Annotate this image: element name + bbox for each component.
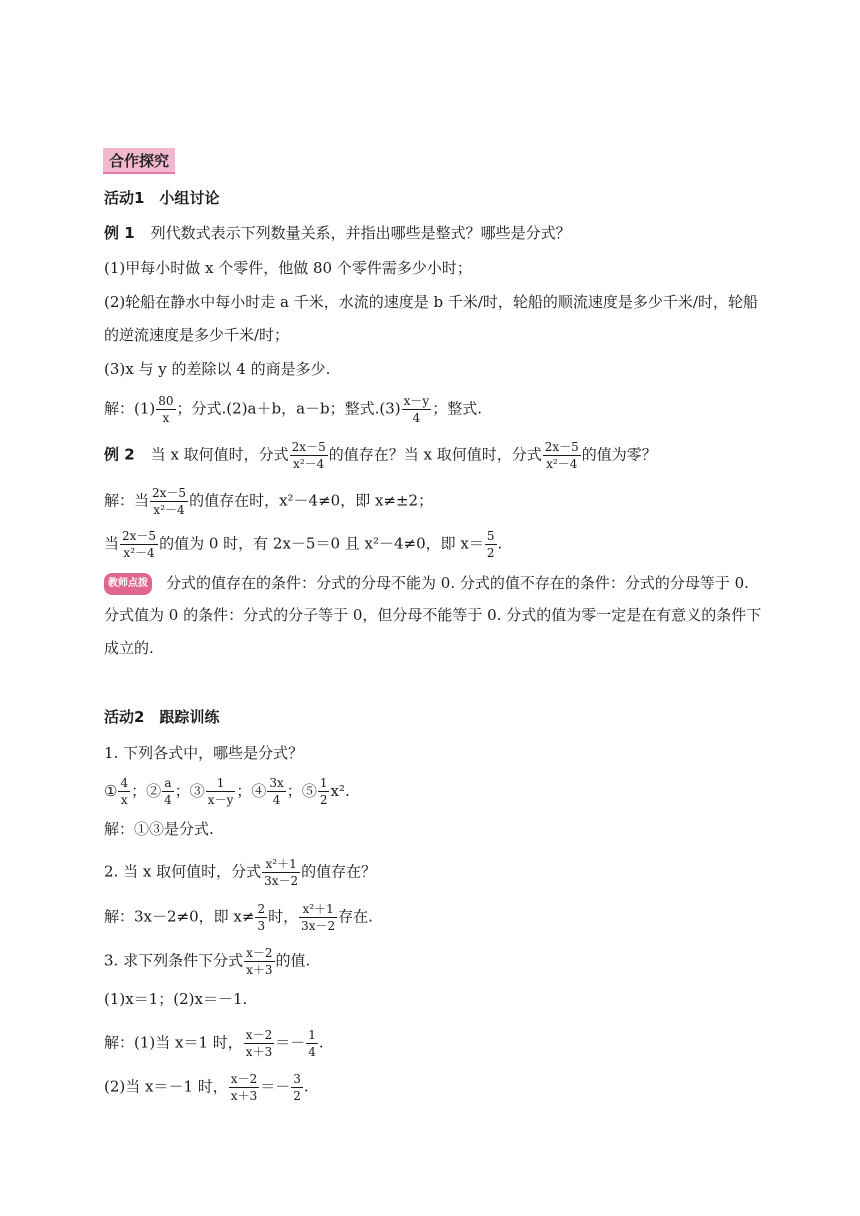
option-mark: ⑤ bbox=[301, 781, 317, 800]
example1-label: 例 1 bbox=[104, 224, 135, 242]
solution-text: 的值为 0 时，有 2x－5＝0 且 x²－4≠0，即 x＝ bbox=[159, 534, 484, 553]
fraction bbox=[150, 487, 188, 516]
example2-text: 的值存在？当 x 取何值时，分式 bbox=[328, 445, 542, 464]
answer-text: . bbox=[318, 1033, 324, 1052]
fraction bbox=[267, 777, 285, 806]
fraction bbox=[262, 858, 300, 887]
example2-text: 当 x 取何值时，分式 bbox=[150, 445, 289, 464]
exercise3-question bbox=[104, 947, 310, 976]
fraction-denominator: x＋3 bbox=[246, 963, 273, 977]
fraction-denominator: x bbox=[120, 793, 128, 807]
option-item bbox=[301, 776, 350, 807]
fraction-numerator: 80 bbox=[158, 394, 174, 408]
teacher-tip-text: 分式的值存在的条件：分式的分母不能为 0. 分式的值不存在的条件：分式的分母等于 0. bbox=[166, 574, 749, 592]
option-separator: ； bbox=[131, 781, 147, 800]
fraction-denominator: 4 bbox=[308, 1045, 316, 1059]
fraction-denominator: x＋3 bbox=[230, 1089, 258, 1103]
fraction-numerator: 1 bbox=[206, 777, 236, 792]
fraction bbox=[485, 530, 497, 559]
answer-text: 解：(1)当 x＝1 时， bbox=[104, 1033, 243, 1052]
teacher-tip-line-3: 成立的. bbox=[104, 639, 154, 657]
answer-text: ＝－ bbox=[275, 1033, 306, 1052]
fraction-denominator: x bbox=[162, 411, 170, 425]
exercise3-answer-1 bbox=[104, 1029, 324, 1058]
fraction-denominator: 4 bbox=[412, 411, 421, 425]
example1-prompt-line bbox=[104, 223, 571, 243]
fraction-numerator: x－2 bbox=[230, 1072, 258, 1086]
fraction-numerator: 2x－5 bbox=[152, 486, 187, 500]
fraction-denominator: x＋3 bbox=[245, 1045, 273, 1059]
option-mark: ② bbox=[146, 781, 162, 800]
answer-text: 存在. bbox=[338, 907, 373, 926]
fraction bbox=[118, 777, 130, 806]
teacher-tip-line-2: 分式值为 0 的条件：分式的分子等于 0，但分母不能等于 0. 分式的值为零一定是在有意义的条件下 bbox=[104, 606, 762, 624]
fraction bbox=[244, 947, 274, 976]
example2-text: 的值为零？ bbox=[581, 445, 657, 464]
solution-text: 解：(1) bbox=[104, 399, 156, 418]
fraction-denominator: 3x－2 bbox=[264, 874, 299, 888]
exercise3-answer-2 bbox=[104, 1073, 309, 1102]
answer-text: ＝－ bbox=[260, 1077, 291, 1096]
solution-text: 的值存在时，x²－4≠0，即 x≠±2； bbox=[189, 491, 434, 510]
solution-text: ；分式.(2)a＋b，a－b；整式.(3) bbox=[176, 399, 401, 418]
fraction bbox=[156, 395, 175, 424]
fraction-denominator: 2 bbox=[293, 1089, 301, 1103]
example2-solution-2 bbox=[104, 530, 502, 559]
fraction-numerator: 2x－5 bbox=[122, 529, 157, 543]
example2-prompt-line bbox=[104, 441, 657, 470]
option-mark: ④ bbox=[251, 781, 267, 800]
fraction-denominator: x²－4 bbox=[153, 503, 185, 517]
fraction-denominator: x²－4 bbox=[293, 457, 325, 471]
fraction bbox=[120, 530, 158, 559]
question-text: 3. 求下列条件下分式 bbox=[104, 951, 244, 970]
fraction-numerator: 1 bbox=[308, 1028, 316, 1042]
fraction bbox=[206, 777, 236, 806]
fraction-denominator: x²－4 bbox=[546, 457, 578, 471]
fraction bbox=[244, 1029, 274, 1058]
fraction-numerator: 3x bbox=[269, 776, 284, 790]
fraction-denominator: x²－4 bbox=[123, 546, 155, 560]
option-item bbox=[104, 776, 147, 807]
option-mark: ③ bbox=[189, 781, 205, 800]
fraction bbox=[229, 1073, 259, 1102]
fraction bbox=[543, 441, 581, 470]
question-text: 的值. bbox=[275, 951, 311, 970]
example1-q2b: 的逆流速度是多少千米/时； bbox=[104, 326, 290, 344]
teacher-tip-line-1 bbox=[104, 573, 749, 595]
fraction-numerator: 4 bbox=[120, 776, 129, 790]
exercise3-conditions: (1)x＝1；(2)x＝－1. bbox=[104, 990, 248, 1008]
fraction bbox=[299, 903, 337, 932]
exercise1-answer: 解：①③是分式. bbox=[104, 820, 214, 838]
fraction bbox=[318, 777, 330, 806]
fraction-denominator: 3x－2 bbox=[301, 919, 336, 933]
example1-q1: (1)甲每小时做 x 个零件，他做 80 个零件需多少小时； bbox=[104, 259, 472, 277]
question-text: 的值存在？ bbox=[301, 862, 377, 881]
fraction bbox=[255, 903, 267, 932]
fraction-numerator: x²＋1 bbox=[299, 903, 337, 918]
fraction bbox=[306, 1029, 318, 1058]
exercise1-options bbox=[104, 777, 350, 806]
fraction-numerator: 2 bbox=[257, 902, 266, 916]
fraction bbox=[402, 395, 432, 424]
fraction-numerator: 2x－5 bbox=[544, 440, 579, 454]
option-item bbox=[146, 776, 190, 807]
activity2-title: 活动2 跟踪训练 bbox=[104, 708, 220, 726]
fraction-numerator: 1 bbox=[319, 776, 328, 790]
example1-q3: (3)x 与 y 的差除以 4 的商是多少. bbox=[104, 360, 331, 378]
solution-text: 当 bbox=[104, 534, 120, 553]
solution-text: ；整式. bbox=[432, 399, 482, 418]
exercise2-answer bbox=[104, 903, 373, 932]
fraction-numerator: x－2 bbox=[245, 1028, 273, 1042]
option-mark: ① bbox=[104, 781, 118, 800]
option-item bbox=[251, 776, 302, 807]
fraction-denominator: x－y bbox=[207, 793, 234, 807]
fraction-denominator: 2 bbox=[319, 793, 328, 807]
fraction-numerator: a bbox=[162, 777, 174, 792]
fraction-denominator: 2 bbox=[486, 546, 495, 560]
activity1-title: 活动1 小组讨论 bbox=[104, 189, 220, 207]
section-title: 合作探究 bbox=[109, 152, 170, 170]
option-separator: x². bbox=[330, 781, 350, 800]
fraction bbox=[162, 777, 174, 806]
solution-text: 解：当 bbox=[104, 491, 150, 510]
example2-label: 例 2 bbox=[104, 445, 135, 464]
fraction bbox=[291, 1073, 303, 1102]
option-separator: ； bbox=[236, 781, 252, 800]
teacher-tip-tag: 教师点拨 bbox=[104, 573, 152, 595]
fraction-numerator: 2x－5 bbox=[291, 440, 326, 454]
exercise1-question: 1. 下列各式中，哪些是分式？ bbox=[104, 744, 304, 762]
solution-text: . bbox=[497, 534, 503, 553]
answer-text: 解：3x－2≠0，即 x≠ bbox=[104, 907, 255, 926]
fraction-denominator: 3 bbox=[257, 919, 266, 933]
fraction-numerator: x²＋1 bbox=[262, 858, 300, 873]
fraction-denominator: 4 bbox=[272, 793, 281, 807]
option-separator: ； bbox=[174, 781, 190, 800]
exercise2-question bbox=[104, 858, 376, 887]
answer-text: 时， bbox=[268, 907, 299, 926]
fraction-numerator: x－y bbox=[403, 394, 430, 408]
option-separator: ； bbox=[286, 781, 302, 800]
section-banner bbox=[103, 148, 175, 174]
example1-prompt: 列代数式表示下列数量关系，并指出哪些是整式？哪些是分式？ bbox=[150, 224, 571, 242]
option-item bbox=[189, 776, 252, 807]
example2-solution-1 bbox=[104, 487, 433, 516]
answer-text: (2)当 x＝－1 时， bbox=[104, 1077, 228, 1096]
fraction-denominator: 4 bbox=[164, 793, 172, 807]
fraction-numerator: 5 bbox=[486, 529, 495, 543]
example1-q2a: (2)轮船在静水中每小时走 a 千米，水流的速度是 b 千米/时，轮船的顺流速度是多少千米/时，轮船 bbox=[104, 293, 758, 311]
question-text: 2. 当 x 取何值时，分式 bbox=[104, 862, 262, 881]
fraction-numerator: 3 bbox=[293, 1072, 301, 1086]
fraction bbox=[290, 441, 328, 470]
fraction-numerator: x－2 bbox=[246, 946, 273, 960]
answer-text: . bbox=[303, 1077, 309, 1096]
example1-solution bbox=[104, 395, 482, 424]
